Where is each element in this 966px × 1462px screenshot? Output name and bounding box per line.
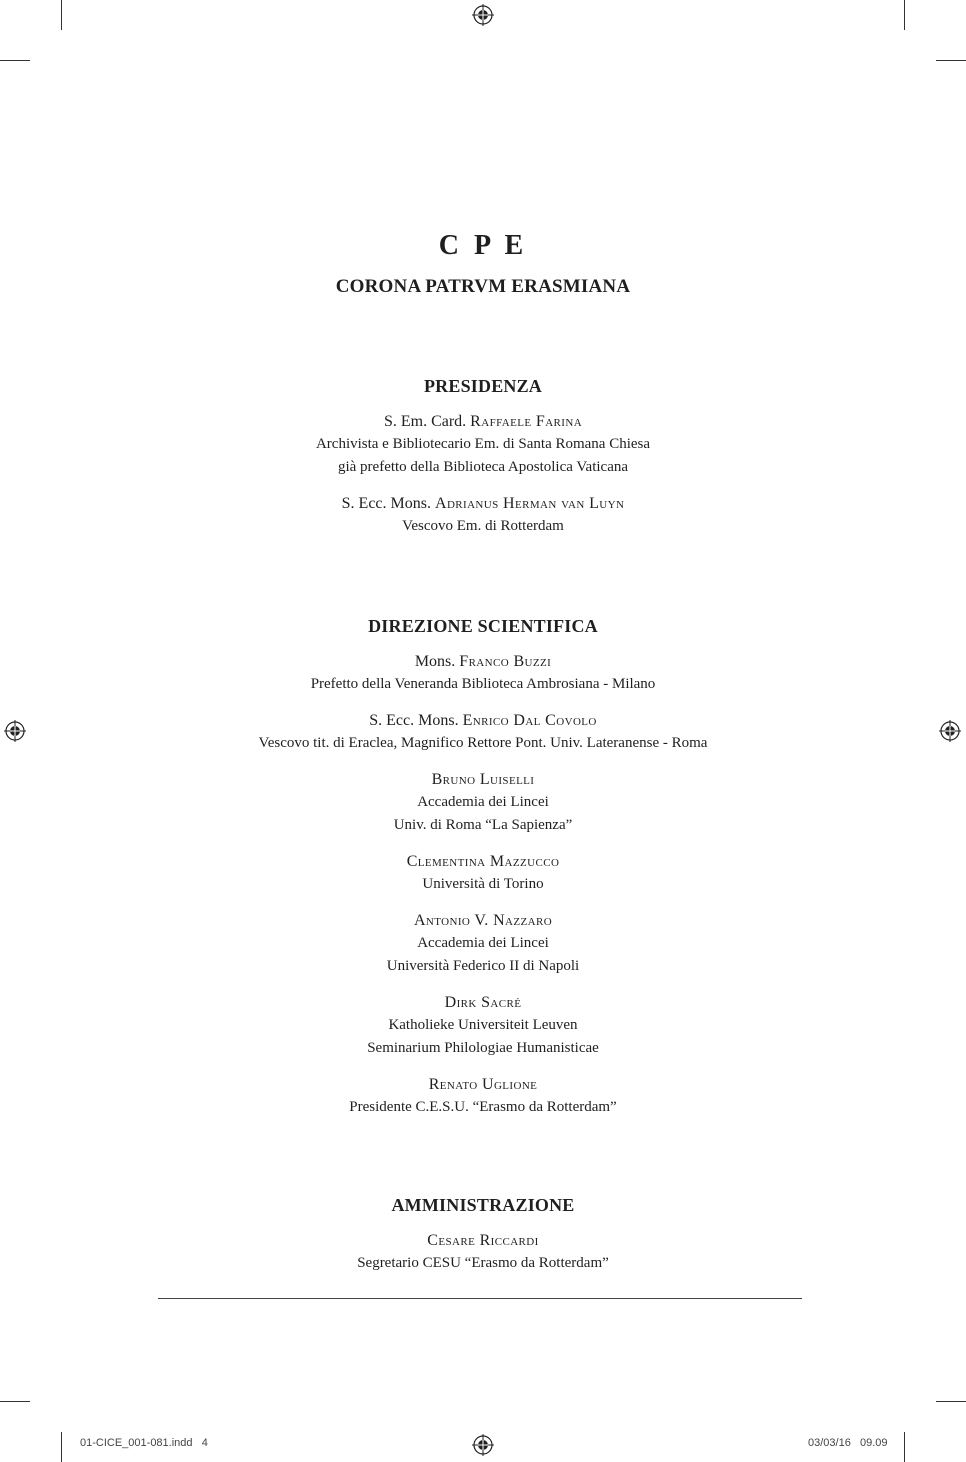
crop-mark-top-left-h xyxy=(0,60,30,61)
person-affiliation: Accademia dei Lincei xyxy=(417,794,549,810)
horizontal-rule xyxy=(158,1298,802,1299)
person-affiliation: già prefetto della Biblioteca Apostolica Vaticana xyxy=(337,459,629,475)
person-entry xyxy=(0,1074,966,1119)
person-name: S. Ecc. Mons. Enrico Dal Covolo xyxy=(369,712,597,729)
person-entry xyxy=(0,851,966,896)
person-name: Renato Uglione xyxy=(428,1076,538,1093)
person-name: Bruno Luiselli xyxy=(431,771,535,788)
person-name: Clementina Mazzucco xyxy=(406,853,560,870)
person-entry xyxy=(0,992,966,1060)
person-name: S. Ecc. Mons. Adrianus Herman van Luyn xyxy=(341,495,625,512)
registration-target-icon xyxy=(472,4,494,26)
person-affiliation: Università Federico II di Napoli xyxy=(386,958,580,974)
section-heading: DIREZIONE SCIENTIFICA xyxy=(368,616,598,636)
person-affiliation: Presidente C.E.S.U. “Erasmo da Rotterdam” xyxy=(349,1099,617,1115)
person-affiliation: Prefetto della Veneranda Biblioteca Ambrosiana - Milano xyxy=(310,676,656,692)
person-affiliation: Segretario CESU “Erasmo da Rotterdam” xyxy=(357,1255,609,1271)
person-name: S. Em. Card. Raffaele Farina xyxy=(383,413,583,430)
person-affiliation: Archivista e Bibliotecario Em. di Santa Romana Chiesa xyxy=(315,436,651,452)
person-affiliation: Vescovo Em. di Rotterdam xyxy=(402,518,564,534)
person-affiliation: Accademia dei Lincei xyxy=(417,935,549,951)
slug-datetime: 03/03/16 09.09 xyxy=(808,1437,888,1449)
person-affiliation: Università di Torino xyxy=(422,876,544,892)
section-presidenza xyxy=(0,376,966,552)
person-name: Cesare Riccardi xyxy=(427,1232,539,1249)
section-heading: AMMINISTRAZIONE xyxy=(391,1195,575,1215)
person-affiliation: Seminarium Philologiae Humanisticae xyxy=(367,1040,599,1056)
slug-file-info: 01-CICE_001-081.indd 4 xyxy=(80,1437,208,1449)
series-subtitle: CORONA PATRVM ERASMIANA xyxy=(335,276,631,297)
person-entry xyxy=(0,651,966,696)
crop-mark-bottom-right-h xyxy=(936,1401,966,1402)
person-affiliation: Vescovo tit. di Eraclea, Magnifico Rettore Pont. Univ. Lateranense - Roma xyxy=(258,735,708,751)
person-name: Antonio V. Nazzaro xyxy=(413,912,553,929)
person-name: Dirk Sacré xyxy=(444,994,522,1011)
person-affiliation: Univ. di Roma “La Sapienza” xyxy=(393,817,573,833)
person-entry xyxy=(0,910,966,978)
crop-mark-bottom-left xyxy=(61,1432,62,1462)
section-direzione-scientifica xyxy=(0,616,966,1133)
crop-mark-bottom-right xyxy=(904,1432,905,1462)
person-name: Mons. Franco Buzzi xyxy=(414,653,552,670)
series-title: C P E xyxy=(438,230,528,261)
person-entry xyxy=(0,1230,966,1275)
registration-target-icon xyxy=(472,1434,494,1456)
person-entry xyxy=(0,411,966,479)
person-entry xyxy=(0,710,966,755)
person-affiliation: Katholieke Universiteit Leuven xyxy=(388,1017,578,1033)
crop-mark-top-right-h xyxy=(936,60,966,61)
section-heading: PRESIDENZA xyxy=(423,376,543,396)
crop-mark-bottom-left-h xyxy=(0,1401,30,1402)
crop-mark-top-left xyxy=(61,0,62,30)
crop-mark-top-right xyxy=(904,0,905,30)
person-entry xyxy=(0,493,966,538)
person-entry xyxy=(0,769,966,837)
section-amministrazione xyxy=(0,1195,966,1289)
